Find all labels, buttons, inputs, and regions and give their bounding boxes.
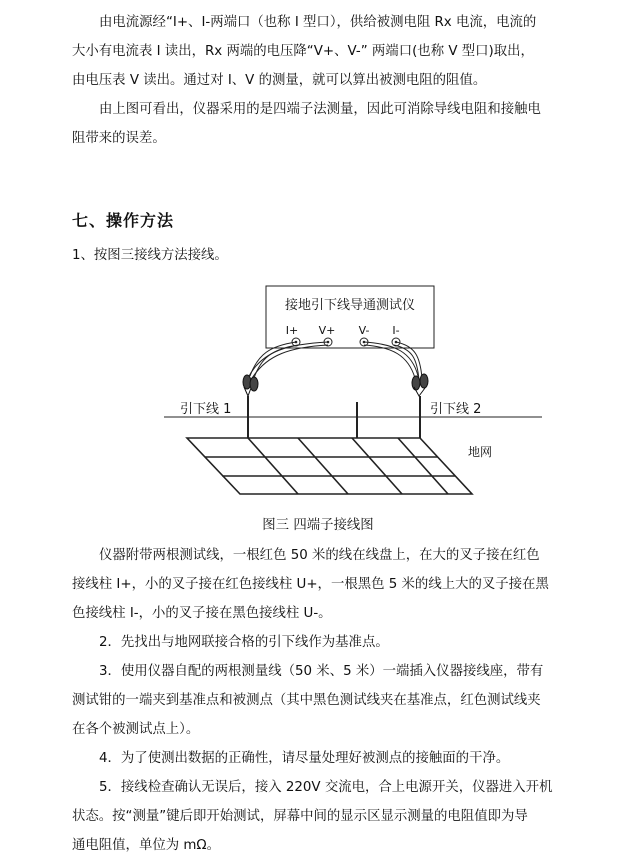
instrument-title: 接地引下线导通测试仪 [284, 298, 416, 313]
lead-label-1: 引下线 1 [180, 402, 232, 417]
step-1-text: 1、按图三接线方法接线。 [72, 248, 228, 263]
text-line: 由电压表 V 读出。通过对 I、V 的测量，就可以算出被测电阻的阻值。 [72, 73, 487, 88]
clip-left [243, 375, 258, 396]
text-line: 由上图可看出，仪器采用的是四端子法测量，因此可消除导线电阻和接触电 [99, 102, 541, 117]
clip-right [412, 374, 428, 396]
text-line: 色接线柱 I-，小的叉子接在黑色接线柱 U-。 [72, 606, 332, 621]
text-line: 接线柱 I+，小的叉子接在红色接线柱 U+，一根黑色 5 米的线上大的叉子接在黑 [72, 577, 549, 592]
text-line: 5．接线检查确认无误后，接入 220V 交流电，合上电源开关，仪器进入开机 [99, 780, 553, 795]
text-line: 大小有电流表 I 读出，Rx 两端的电压降“V+、V-” 两端口(也称 V 型口)取出， [72, 44, 534, 59]
instrument-box [266, 286, 434, 348]
step-2-text: 2．先找出与地网联接合格的引下线作为基准点。 [99, 635, 389, 650]
terminal-label-i-plus: I+ [285, 324, 299, 337]
terminal-label-v-minus: V- [358, 324, 370, 337]
text-line: 通电阻值，单位为 mΩ。 [72, 838, 221, 853]
text-line: 测试钳的一端夹到基准点和被测点（其中黑色测试线夹在基准点，红色测试线夹 [72, 693, 541, 708]
paragraph-operation-steps [72, 541, 572, 860]
text-line: 状态。按“测量”键后即开始测试，屏幕中间的显示区显示测量的电阻值即为导 [72, 809, 528, 824]
terminal-label-v-plus: V+ [318, 324, 336, 337]
lead-label-2: 引下线 2 [430, 402, 482, 417]
figure-caption: 图三 四端子接线图 [262, 518, 374, 533]
text-line: 仪器附带两根测试线，一根红色 50 米的线在线盘上，在大的叉子接在红色 [99, 548, 540, 563]
text-line: 由电流源经“I+、I-两端口（也称 I 型口），供给被测电阻 Rx 电流，电流的 [99, 15, 537, 30]
ground-grid [187, 438, 472, 494]
terminal-label-i-minus: I- [392, 324, 400, 337]
ground-grid-label: 地网 [468, 445, 493, 459]
step-4-text: 4．为了使测出数据的正确性，请尽量处理好被测点的接触面的干净。 [99, 751, 510, 766]
text-line: 阻带来的误差。 [72, 131, 166, 146]
section-heading: 七、操作方法 [72, 211, 175, 230]
text-line: 3．使用仪器自配的两根测量线（50 米、5 米）一端插入仪器接线座，带有 [99, 664, 544, 679]
text-line: 在各个被测试点上）。 [72, 722, 200, 737]
